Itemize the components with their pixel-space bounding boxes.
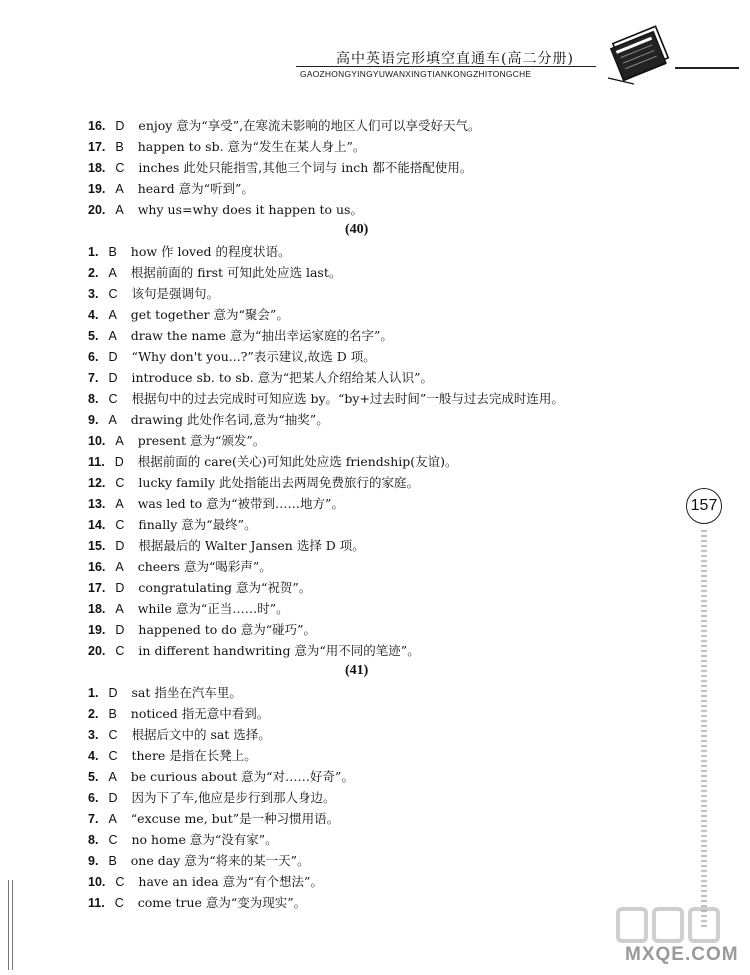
- answer-line: 9. A drawing 此处作名词,意为“抽奖”。: [88, 412, 329, 427]
- answer-line: 5. A draw the name 意为“抽出幸运家庭的名字”。: [88, 328, 393, 343]
- header-divider: [296, 66, 596, 67]
- answer-line: 8. C no home 意为“没有家”。: [88, 832, 278, 847]
- answer-line: 11. C come true 意为“变为现实”。: [88, 895, 307, 910]
- answer-line: 15. D 根据最后的 Walter Jansen 选择 D 项。: [88, 538, 365, 553]
- answer-line: 18. A while 意为“正当……时”。: [88, 601, 289, 616]
- answer-line: 17. D congratulating 意为“祝贺”。: [88, 580, 312, 595]
- margin-decoration: [701, 530, 707, 930]
- answer-line: 11. D 根据前面的 care(关心)可知此处应选 friendship(友谊)。: [88, 454, 458, 469]
- answer-line: 1. B how 作 loved 的程度状语。: [88, 244, 291, 259]
- answer-line: 18. C inches 此处只能指雪,其他三个词与 inch 都不能搭配使用。: [88, 160, 473, 175]
- answer-line: 2. B noticed 指无意中看到。: [88, 706, 270, 721]
- section-title-40: (40): [345, 222, 369, 237]
- book-title: 高中英语完形填空直通车(高二分册): [336, 51, 574, 67]
- answer-line: 19. A heard 意为“听到”。: [88, 181, 254, 196]
- book-subtitle-pinyin: GAOZHONGYINGYUWANXINGTIANKONGZHITONGCHE: [300, 69, 532, 79]
- answer-line: 4. A get together 意为“聚会”。: [88, 307, 289, 322]
- answer-line: 3. C 根据后文中的 sat 选择。: [88, 727, 271, 742]
- watermark-text: MXQE.COM: [625, 944, 739, 965]
- binding-mark: [8, 880, 9, 970]
- answer-line: 17. B happen to sb. 意为“发生在某人身上”。: [88, 139, 366, 154]
- answer-line: 1. D sat 指坐在汽车里。: [88, 685, 242, 700]
- answer-line: 7. A “excuse me, but”是一种习惯用语。: [88, 811, 340, 826]
- page-number-badge: 157: [686, 488, 722, 524]
- answer-line: 16. A cheers 意为“喝彩声”。: [88, 559, 272, 574]
- answer-line: 19. D happened to do 意为“碰巧”。: [88, 622, 317, 637]
- notebook-icon: [604, 18, 676, 86]
- answer-line: 12. C lucky family 此处指能出去两周免费旅行的家庭。: [88, 475, 420, 490]
- answer-line: 5. A be curious about 意为“对……好奇”。: [88, 769, 354, 784]
- answer-line: 7. D introduce sb. to sb. 意为“把某人介绍给某人认识”。: [88, 370, 433, 385]
- answer-line: 10. A present 意为“颁发”。: [88, 433, 266, 448]
- answer-line: 6. D 因为下了车,他应是步行到那人身边。: [88, 790, 336, 805]
- answer-line: 9. B one day 意为“将来的某一天”。: [88, 853, 310, 868]
- answer-line: 14. C finally 意为“最终”。: [88, 517, 257, 532]
- answer-line: 16. D enjoy 意为“享受”,在寒流未影响的地区人们可以享受好天气。: [88, 118, 481, 133]
- answer-line: 4. C there 是指在长凳上。: [88, 748, 257, 763]
- section-title-41: (41): [345, 663, 369, 678]
- answer-line: 2. A 根据前面的 first 可知此处应选 last。: [88, 265, 342, 280]
- answer-line: 3. C 该句是强调句。: [88, 286, 219, 301]
- answer-line: 6. D “Why don't you...?”表示建议,故选 D 项。: [88, 349, 376, 364]
- answer-line: 20. A why us=why does it happen to us。: [88, 202, 363, 217]
- answer-line: 8. C 根据句中的过去完成时可知应选 by。“by+过去时间”一般与过去完成时连用。: [88, 391, 564, 406]
- binding-mark: [12, 880, 13, 970]
- answer-line: 20. C in different handwriting 意为“用不同的笔迹”。: [88, 643, 420, 658]
- header-divider-right: [675, 67, 739, 69]
- answer-line: 10. C have an idea 意为“有个想法”。: [88, 874, 323, 889]
- answer-line: 13. A was led to 意为“被带到……地方”。: [88, 496, 344, 511]
